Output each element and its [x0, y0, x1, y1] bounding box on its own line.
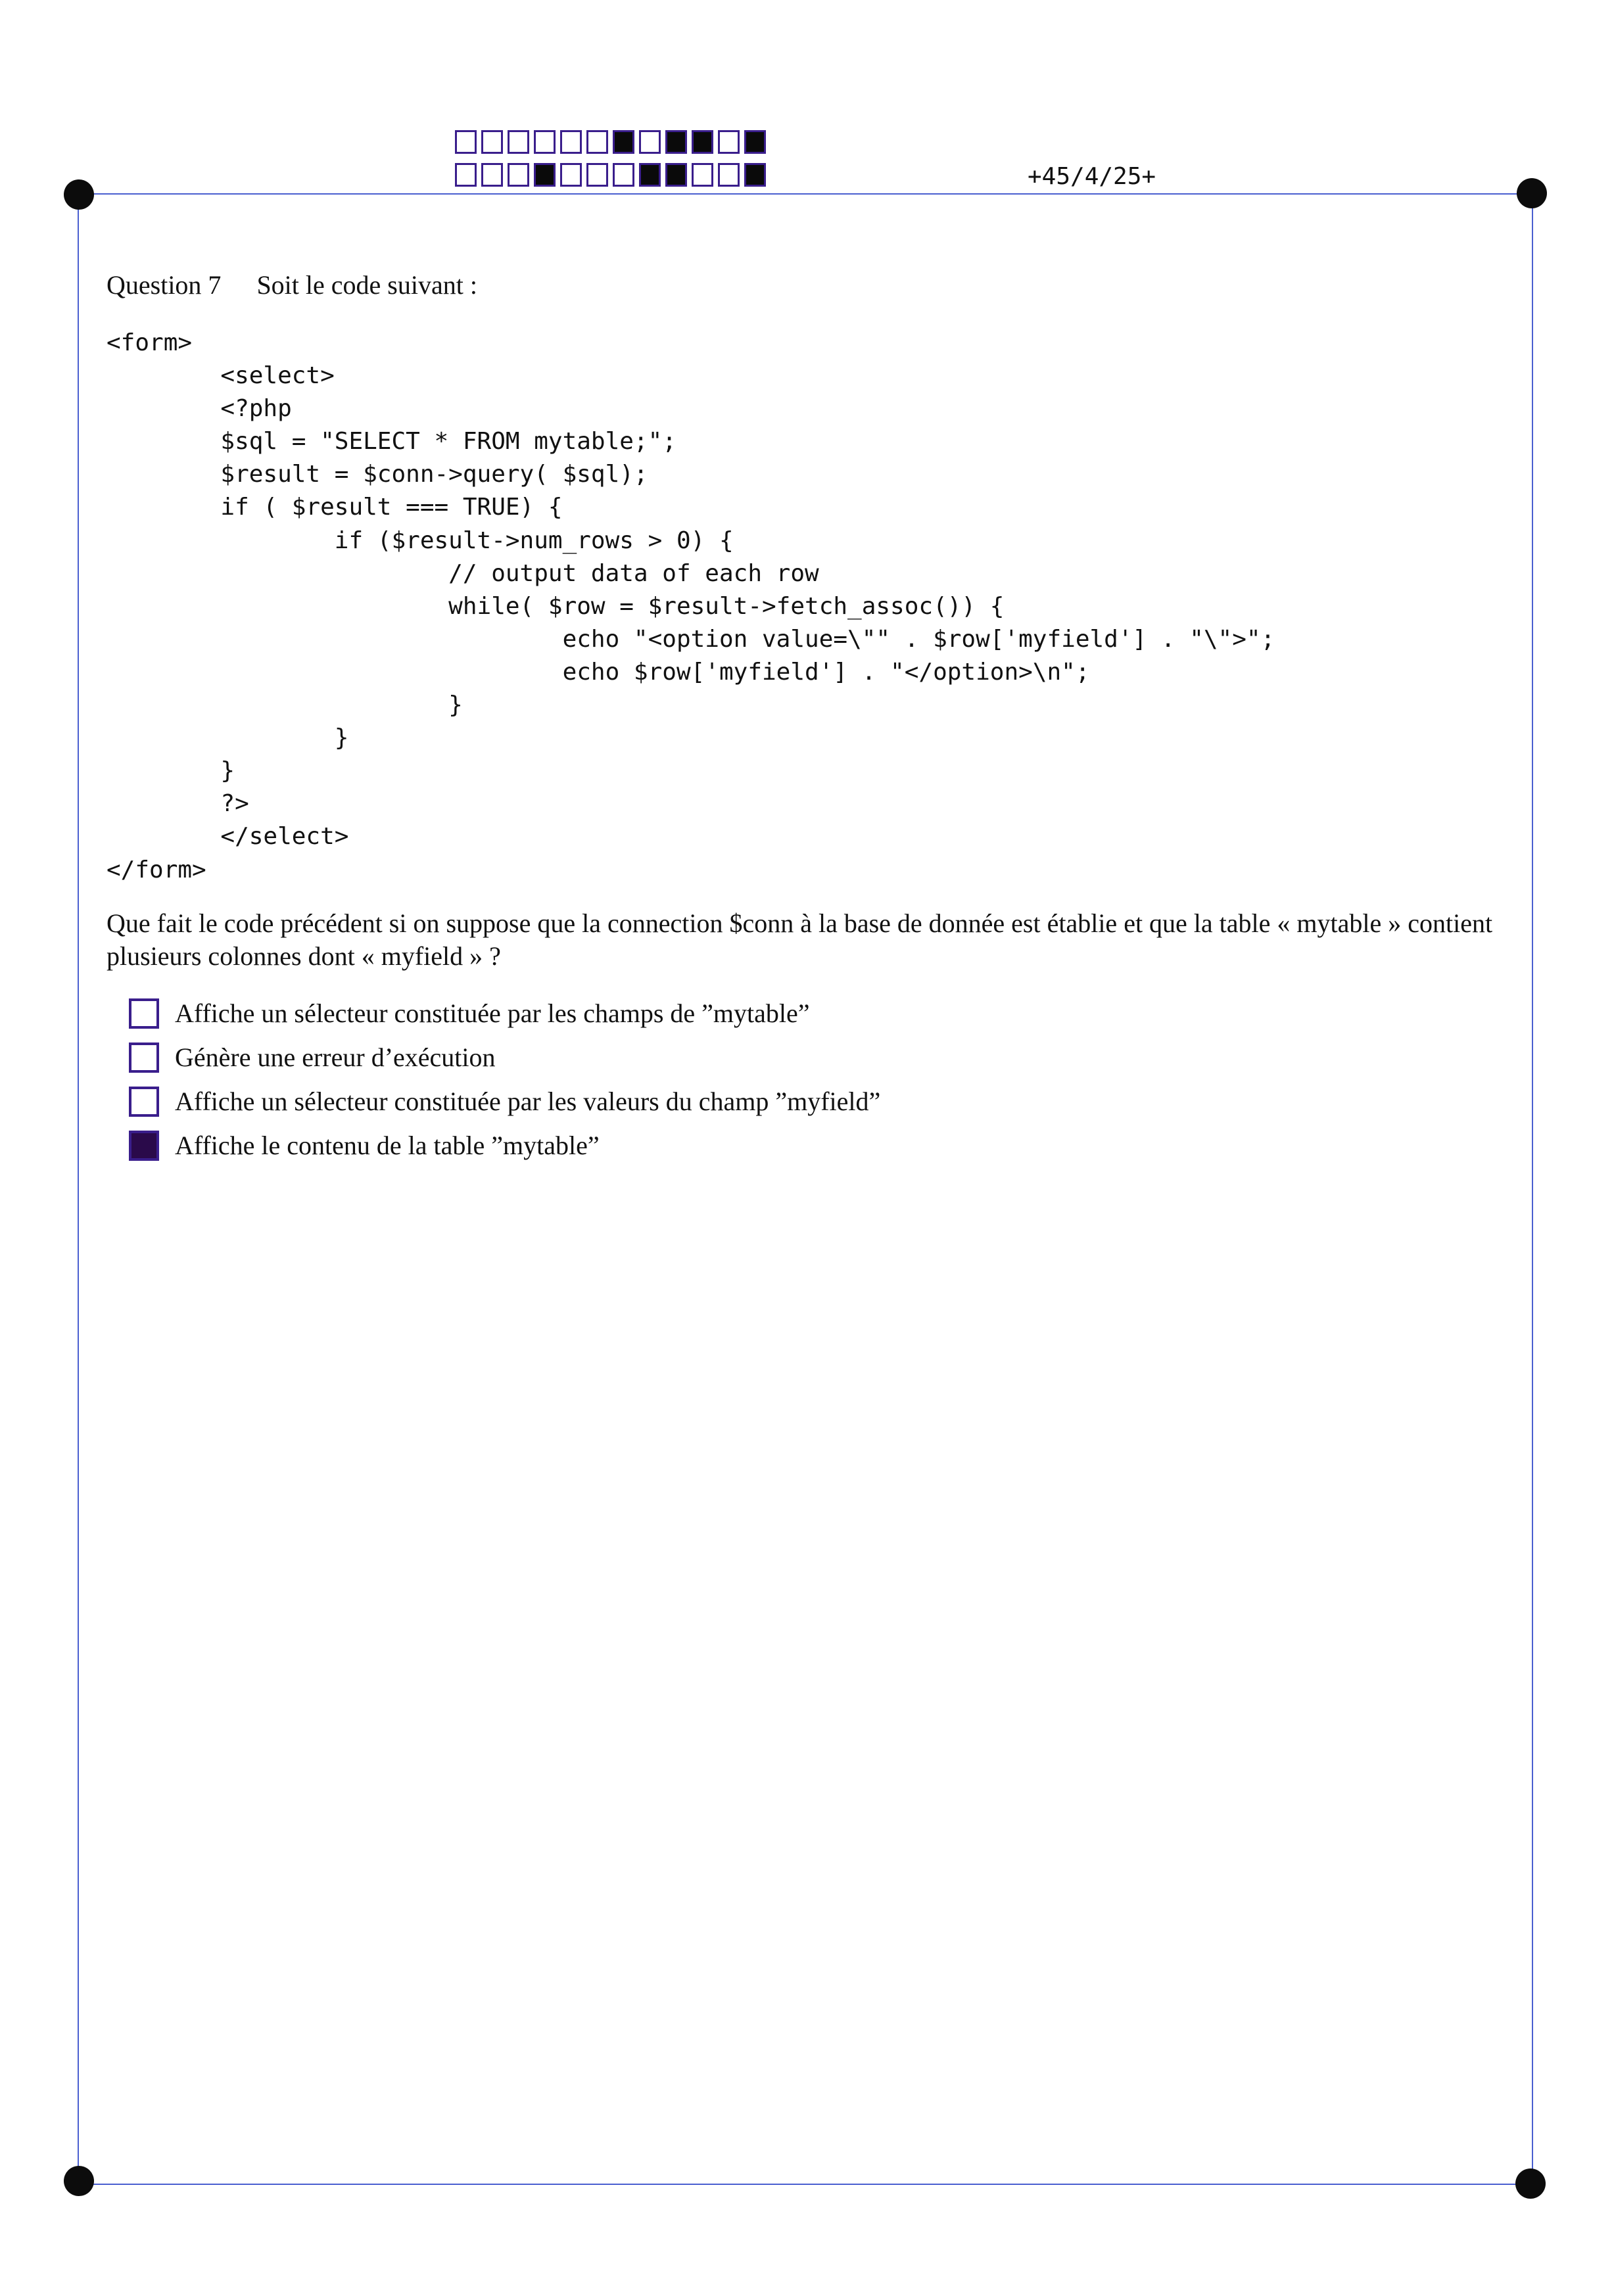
answer-text: Génère une erreur d’exécution: [175, 1043, 496, 1072]
answer-option: [129, 1123, 880, 1167]
corner-mark-top-left: [64, 179, 94, 210]
answer-text: Affiche un sélecteur constituée par les champs de ”mytable”: [175, 998, 810, 1028]
corner-mark-top-right: [1517, 178, 1547, 208]
barcode-cell: [692, 163, 713, 187]
barcode-row-2: [455, 163, 771, 187]
barcode-cell: [560, 130, 582, 154]
answer-list: [129, 991, 880, 1167]
corner-mark-bottom-right: [1515, 2168, 1546, 2199]
barcode-cell: [455, 130, 477, 154]
barcode-cell: [534, 130, 556, 154]
barcode-cell: [613, 130, 634, 154]
barcode-cell: [744, 163, 766, 187]
barcode-cell: [665, 163, 687, 187]
barcode-row-1: [455, 130, 771, 154]
barcode-cell: [534, 163, 556, 187]
answer-option: [129, 991, 880, 1035]
answer-checkbox[interactable]: [129, 1131, 159, 1161]
barcode-cell: [481, 163, 503, 187]
barcode-cell: [718, 163, 740, 187]
barcode-cell: [665, 130, 687, 154]
barcode-cell: [613, 163, 634, 187]
answer-checkbox[interactable]: [129, 998, 159, 1029]
barcode-cell: [586, 163, 608, 187]
barcode-cell: [560, 163, 582, 187]
barcode-cell: [744, 130, 766, 154]
answer-text: Affiche le contenu de la table ”mytable”: [175, 1131, 600, 1160]
barcode-cell: [508, 130, 529, 154]
barcode-cell: [481, 130, 503, 154]
question-intro: Soit le code suivant :: [256, 270, 477, 300]
answer-checkbox[interactable]: [129, 1087, 159, 1117]
answer-option: [129, 1079, 880, 1123]
barcode-cell: [508, 163, 529, 187]
answer-text: Affiche un sélecteur constituée par les valeurs du champ ”myfield”: [175, 1087, 881, 1116]
barcode-cell: [639, 130, 661, 154]
question-label: Question 7: [107, 270, 222, 300]
barcode-cell: [692, 130, 713, 154]
page-id: +45/4/25+: [1028, 163, 1156, 190]
corner-mark-bottom-left: [64, 2166, 94, 2196]
barcode-cell: [639, 163, 661, 187]
answer-checkbox[interactable]: [129, 1043, 159, 1073]
question-heading: [107, 268, 477, 302]
barcode-cell: [455, 163, 477, 187]
code-block: <form> <select> <?php $sql = "SELECT * FROM mytable;"; $result = $conn->query( $sql); if ( $result === TRUE) { if ($result->num_rows > 0) { // output data of each row while( $row = $result->fetch_assoc()) { echo "<option value=\"" . $row['myfield'] . "\">"; echo $row['myfield'] . "</option>\n"; } } } ?> </select> </form>: [107, 329, 1275, 883]
question-prompt: Que fait le code précédent si on suppose que la connection $conn à la base de donnée est établie et que la table « mytable » contient plusieurs colonnes dont « myfield » ?: [107, 908, 1493, 971]
barcode-cell: [586, 130, 608, 154]
barcode-cell: [718, 130, 740, 154]
answer-option: [129, 1035, 880, 1079]
